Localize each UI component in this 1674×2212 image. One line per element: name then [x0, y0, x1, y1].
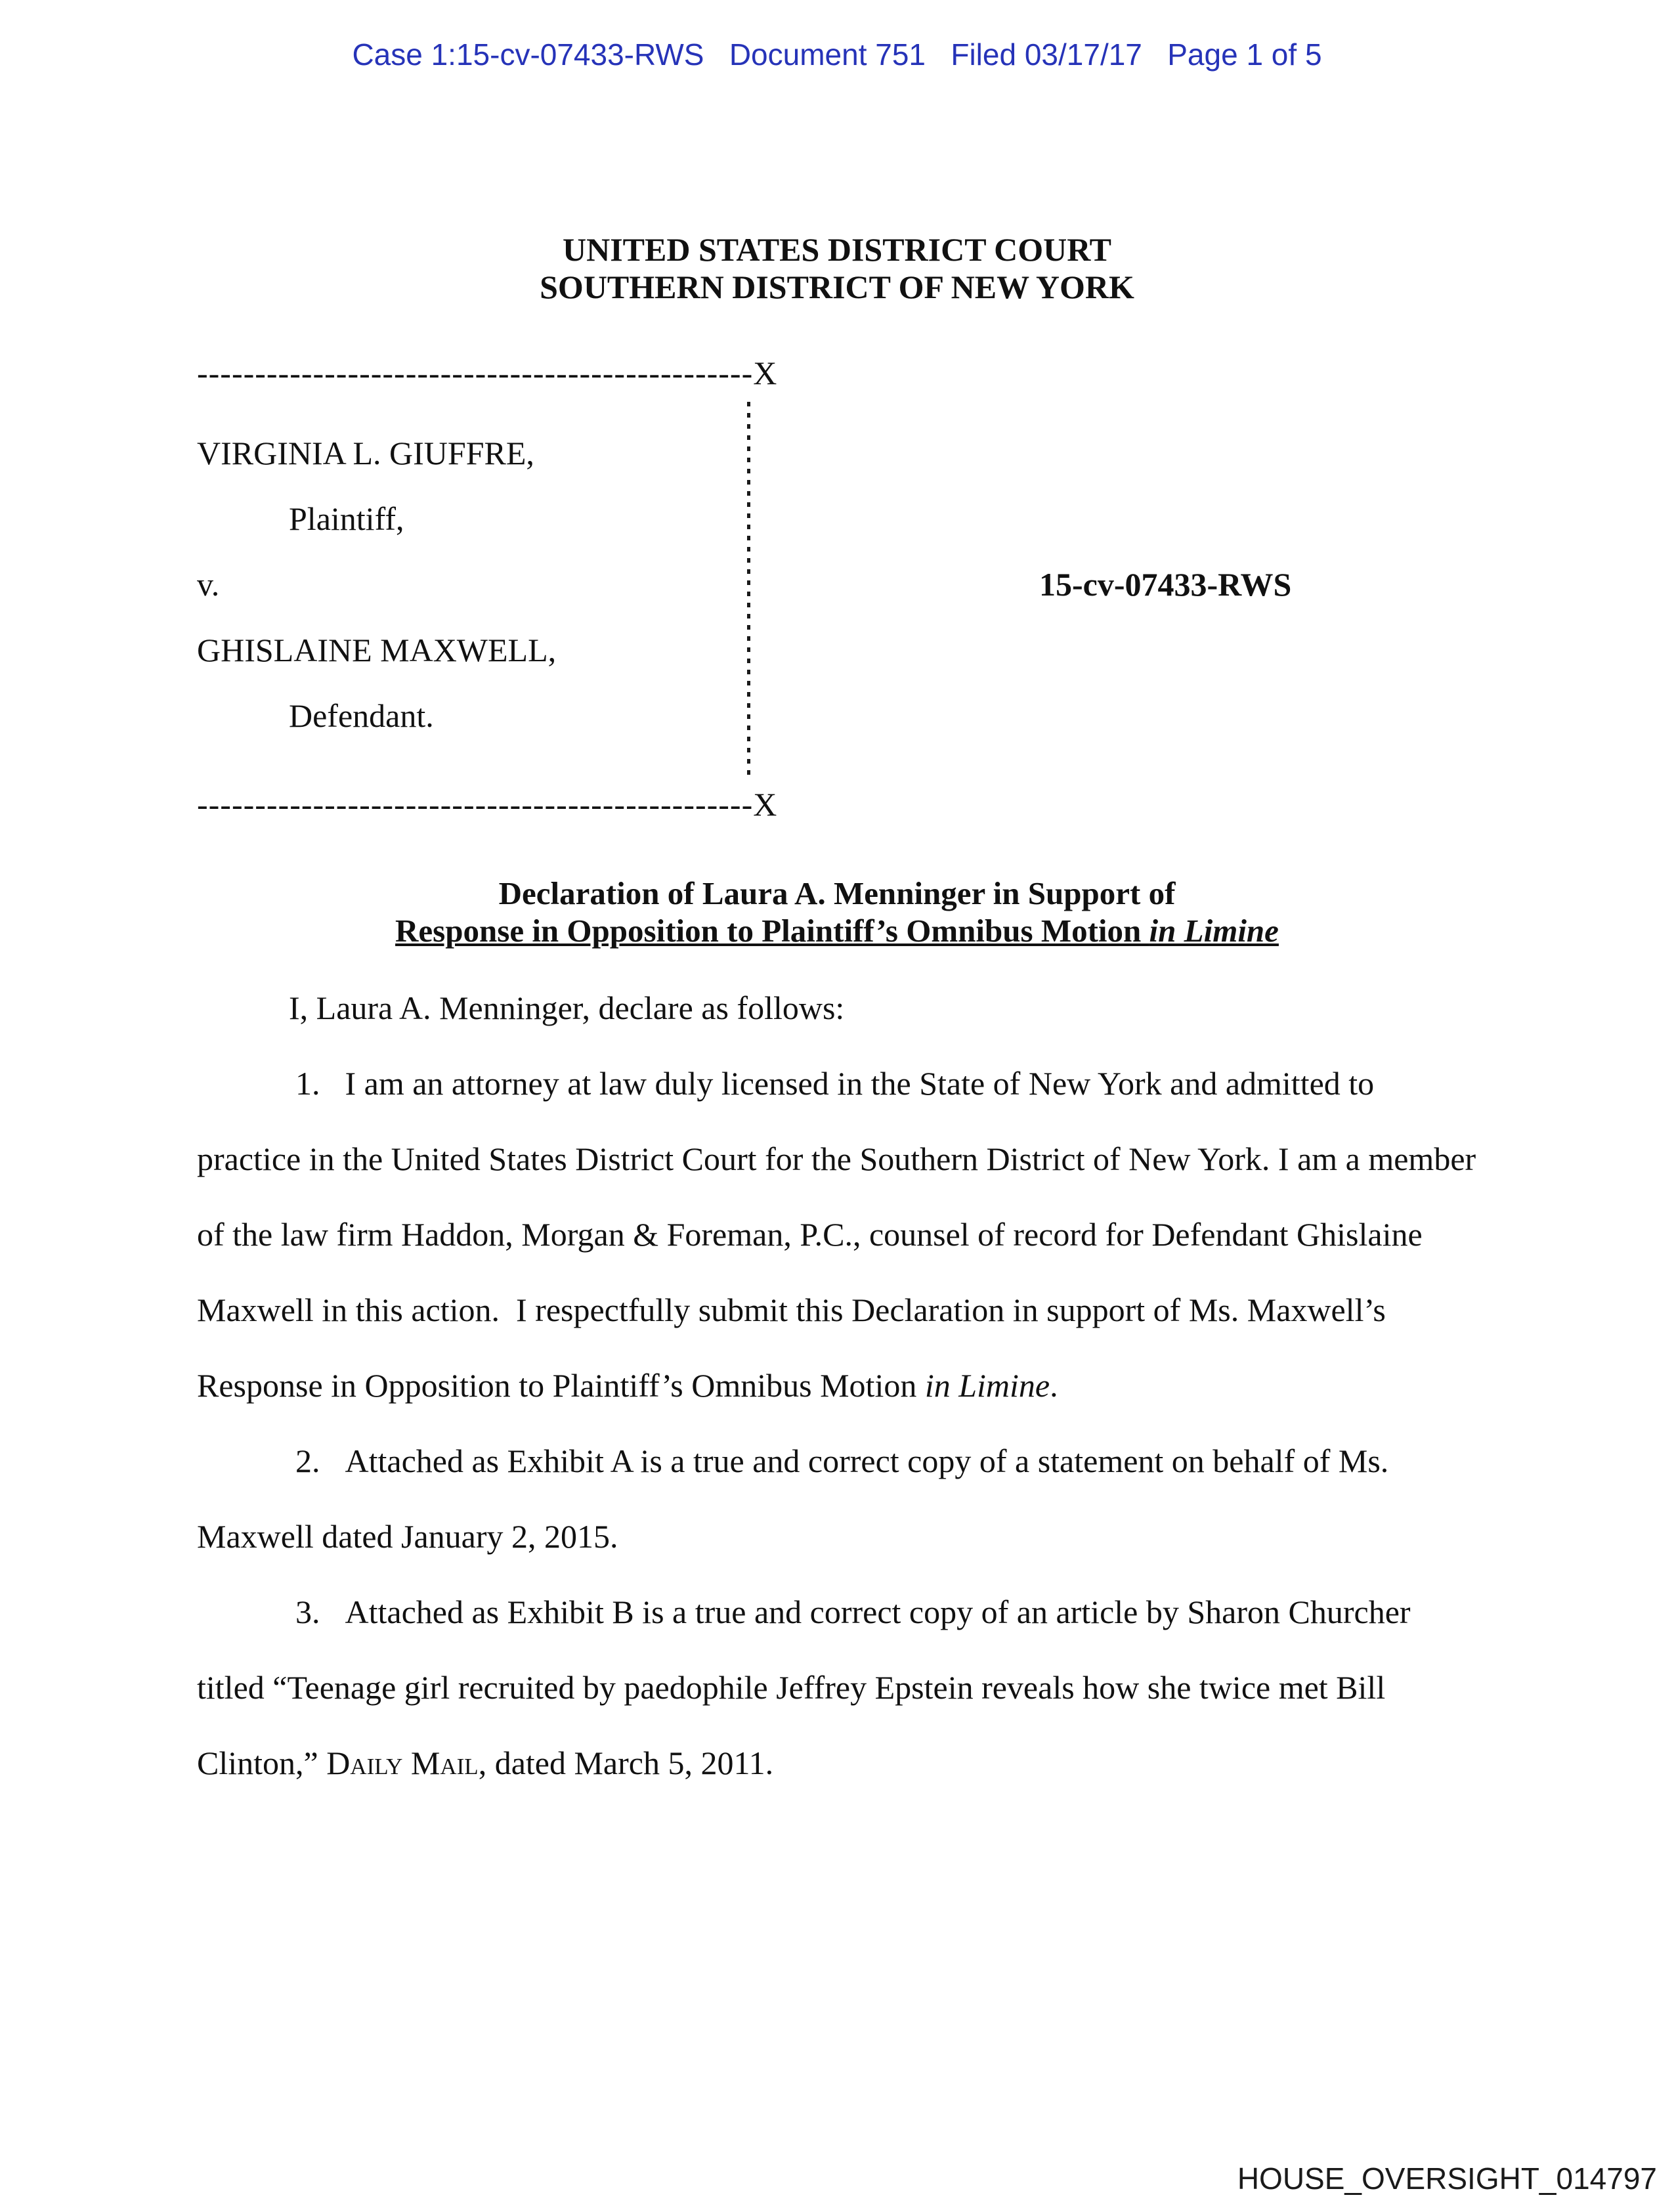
document-title-line2-text: Response in Opposition to Plaintiff’s Omnibus Motion: [395, 913, 1149, 949]
document-title-line2: [197, 912, 1477, 949]
declaration-intro: I, Laura A. Menninger, declare as follows:: [289, 989, 845, 1026]
versus-label: v.: [197, 566, 220, 603]
defendant-name: GHISLAINE MAXWELL,: [197, 632, 557, 668]
defendant-role: Defendant.: [289, 697, 434, 734]
ecf-header-stamp: Case 1:15-cv-07433-RWS Document 751 Filed 03/17/17 Page 1 of 5: [352, 37, 1322, 72]
caption-body: [197, 393, 1477, 785]
document-title-line2-italic: in Limine: [1149, 913, 1279, 949]
paragraph-3-text-end: , dated March 5, 2011.: [478, 1745, 774, 1781]
case-caption: [197, 353, 1477, 824]
document-title: [197, 875, 1477, 949]
caption-divider-top: ------------------------------------------------X: [197, 355, 778, 391]
paragraph-1-number: 1.: [295, 1065, 320, 1102]
plaintiff-role: Plaintiff,: [289, 500, 404, 537]
paragraph-2-number: 2.: [295, 1442, 320, 1479]
paragraph-2-text: Attached as Exhibit A is a true and correct copy of a statement on behalf of Ms. Maxwell dated January 2, 2015.: [197, 1442, 1397, 1555]
declaration-body: [197, 970, 1484, 1801]
paragraph-1-text: I am an attorney at law duly licensed in the State of New York and admitted to practice in the United States District Court for the Southern District of New York. I am a member of the law firm Haddon, Morgan & Foreman, P.C., counsel of record for Defendant Ghislaine Maxwell in this action. I respectfully submit this Declaration in support of Ms. Maxwell’s Response in Opposition to Plaintiff’s Omnibus Motion: [197, 1065, 1484, 1404]
paragraph-3-smallcaps: Daily Mail: [326, 1745, 479, 1781]
versus-row: [197, 552, 1477, 617]
paragraph-1-italic: in Limine: [924, 1367, 1050, 1404]
paragraph-2: [197, 1423, 1477, 1574]
case-number: 15-cv-07433-RWS: [1039, 566, 1292, 603]
plaintiff-name: VIRGINIA L. GIUFFRE,: [197, 435, 534, 471]
court-name: UNITED STATES DISTRICT COURT: [563, 231, 1111, 268]
court-heading: [197, 231, 1477, 306]
paragraph-3-text: Attached as Exhibit B is a true and correct copy of an article by Sharon Churcher titled “Teenage girl recruited by paedophile Jeffrey Epstein reveals how she twice met Bill Clinton,”: [197, 1594, 1419, 1781]
paragraph-3: [197, 1574, 1477, 1801]
paragraph-1: [197, 1046, 1484, 1423]
paragraph-3-number: 3.: [295, 1594, 320, 1630]
caption-divider-bottom: ------------------------------------------------X: [197, 786, 778, 823]
bates-number: HOUSE_OVERSIGHT_014797: [1237, 2161, 1657, 2196]
court-district: SOUTHERN DISTRICT OF NEW YORK: [540, 269, 1134, 305]
document-title-line1: Declaration of Laura A. Menninger in Support of: [498, 875, 1176, 911]
paragraph-1-text-end: .: [1050, 1367, 1058, 1404]
